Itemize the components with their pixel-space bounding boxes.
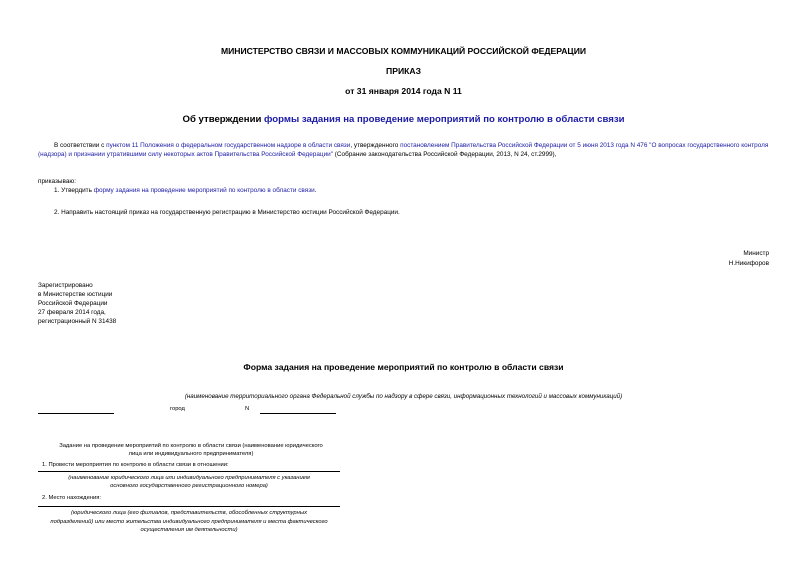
form-title: Форма задания на проведение мероприятий по контролю в области связи [243, 362, 564, 372]
preamble-link-1[interactable]: пунктом 11 Положения о федеральном государственном надзоре в области связи [106, 142, 351, 149]
city-label: город [170, 406, 185, 412]
preamble-text-1: В соответствии с [54, 142, 107, 149]
form-item-2-caption: (юридического лица (его филиалов, представительств, обособленных структурных подразделений) или место жительства индивидуального предпринимателя и места фактического осуществления им деятельности) [50, 510, 328, 533]
ministry-heading: МИНИСТЕРСТВО СВЯЗИ И МАССОВЫХ КОММУНИКАЦИЙ РОССИЙСКОЙ ФЕДЕРАЦИИ [220, 46, 587, 56]
title-prefix: Об утверждении [182, 114, 265, 125]
order-item-1 [54, 186, 317, 195]
signature-position: Министр [743, 250, 769, 257]
registration-line-2: в Министерстве юстиции [38, 291, 113, 298]
order-item-1-suffix: . [314, 187, 317, 194]
preamble-link-2[interactable]: постановлением Правительства Российской Федерации от 5 июня 2013 года N 476 "О вопросах государственного контроля (надзора) и признании утратившими силу некоторых актов Правительства Российской Федерации" [38, 142, 769, 158]
preamble-paragraph [38, 141, 776, 159]
signature-name: Н.Никифоров [728, 260, 769, 267]
preamble-text-2: , утвержденного [350, 142, 401, 149]
registration-line-3: Российской Федерации [38, 300, 108, 307]
form-item-1-line [38, 471, 340, 472]
number-label: N [245, 406, 250, 412]
form-task-caption: Задание на проведение мероприятий по контролю в области связи (наименование юридического лица или индивидуального предпринимателя) [59, 443, 323, 457]
number-blank-line [260, 413, 336, 414]
form-org-caption: (наименование территориального органа Федеральной службы по надзору в сфере связи, информационных технологий и массовых коммуникаций) [184, 393, 623, 400]
date-blank-line [38, 413, 114, 414]
form-item-2: 2. Место нахождения: [42, 495, 101, 501]
order-heading: ПРИКАЗ [386, 66, 421, 76]
order-item-2: 2. Направить настоящий приказ на государственную регистрацию в Министерство юстиции Российской Федерации. [54, 209, 400, 216]
form-item-1: 1. Провести мероприятия по контролю в области связи в отношении: [42, 462, 229, 468]
order-item-1-prefix: 1. Утвердить [54, 187, 94, 194]
prikazyvayu-label: приказываю: [38, 178, 76, 185]
form-item-1-caption: (наименование юридического лица или индивидуального предпринимателя с указанием основного государственного регистрационного номера) [68, 475, 310, 489]
preamble-text-3: (Собрание законодательства Российской Федерации, 2013, N 24, ст.2999), [333, 151, 557, 158]
order-date-number: от 31 января 2014 года N 11 [345, 86, 462, 96]
order-item-1-link[interactable]: форму задания на проведение мероприятий по контролю в области связи [93, 187, 315, 194]
form-item-2-line [38, 506, 340, 507]
registration-line-4: 27 февраля 2014 года, [38, 309, 106, 316]
document-title [0, 114, 807, 125]
registration-line-1: Зарегистрировано [38, 282, 93, 289]
registration-line-5: регистрационный N 31438 [38, 318, 117, 325]
registration-block [38, 281, 116, 326]
title-link[interactable]: формы задания на проведение мероприятий по контролю в области связи [264, 114, 625, 125]
